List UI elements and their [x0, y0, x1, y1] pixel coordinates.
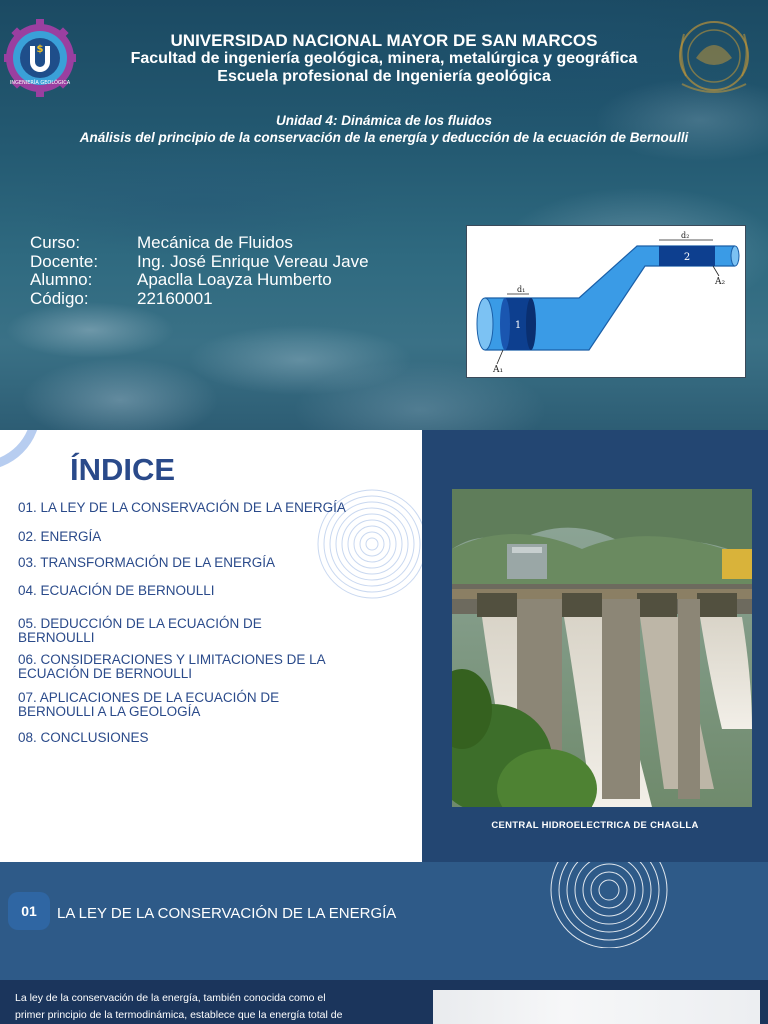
- index-item-04[interactable]: 04. ECUACIÓN DE BERNOULLI: [18, 583, 215, 598]
- course-row: [30, 234, 369, 253]
- bernoulli-pipe-diagram: [466, 225, 746, 378]
- pipe-illustration: [467, 226, 745, 377]
- hydroelectric-photo: [452, 489, 752, 807]
- section-image: [433, 990, 760, 1024]
- index-item-05[interactable]: 05. DEDUCCIÓN DE LA ECUACIÓN DE: [18, 616, 262, 631]
- teacher-label: Docente:: [30, 251, 99, 271]
- logo-caption: INGENIERÍA GEOLÓGICA: [9, 80, 71, 86]
- label-a2: A₂: [715, 277, 726, 287]
- section-body-text: [15, 990, 425, 1024]
- body-line-2: primer principio de la termodinámica, establece que la energía total de: [15, 1009, 343, 1021]
- index-item-06-cont[interactable]: ECUACIÓN DE BERNOULLI: [18, 666, 193, 681]
- code-label: Código:: [30, 288, 89, 308]
- index-item-07[interactable]: 07. APLICACIONES DE LA ECUACIÓN DE: [18, 690, 280, 705]
- body-line-1: La ley de la conservación de la energía, también conocida como el: [15, 992, 326, 1004]
- school-name: Escuela profesional de Ingeniería geológica: [217, 68, 551, 85]
- photo-caption: CENTRAL HIDROELECTRICA DE CHAGLLA: [491, 820, 699, 831]
- section-number-badge: 01: [8, 892, 50, 930]
- university-name: UNIVERSIDAD NACIONAL MAYOR DE SAN MARCOS: [170, 31, 598, 50]
- index-item-08[interactable]: 08. CONCLUSIONES: [18, 730, 149, 745]
- code-row: [30, 290, 369, 309]
- section-01-header: [0, 862, 768, 980]
- index-item-02[interactable]: 02. ENERGÍA: [18, 529, 102, 544]
- university-title: [0, 32, 768, 86]
- index-item-07-cont[interactable]: BERNOULLI A LA GEOLOGÍA: [18, 704, 201, 719]
- faculty-name: Facultad de ingeniería geológica, minera, metalúrgica y geográfica: [130, 50, 638, 67]
- index-item-06[interactable]: 06. CONSIDERACIONES Y LIMITACIONES DE LA: [18, 652, 326, 667]
- student-row: [30, 271, 369, 290]
- label-d1: d₁: [517, 285, 526, 294]
- concentric-circles-icon: [534, 862, 684, 948]
- photo-panel: [422, 430, 768, 862]
- code-value: 22160001: [137, 288, 213, 308]
- index-item-03[interactable]: 03. TRANSFORMACIÓN DE LA ENERGÍA: [18, 555, 276, 570]
- label-d2: d₂: [681, 231, 690, 240]
- section-01-body: [0, 980, 768, 1024]
- index-item-01[interactable]: 01. LA LEY DE LA CONSERVACIÓN DE LA ENERGÍA: [18, 500, 346, 515]
- label-a1: A₁: [493, 365, 504, 375]
- label-section-1: 1: [514, 320, 522, 331]
- teacher-row: [30, 253, 369, 272]
- student-value: Apaclla Loayza Humberto: [137, 270, 332, 289]
- course-info: [30, 234, 369, 308]
- teacher-value: Ing. José Enrique Vereau Jave: [137, 251, 369, 271]
- label-section-2: 2: [683, 252, 691, 263]
- course-label: Curso:: [30, 233, 81, 252]
- unit-subtitle: Análisis del principio de la conservación de la energía y deducción de la ecuación de Bernoulli: [79, 130, 689, 145]
- index-title: ÍNDICE: [70, 452, 176, 487]
- index-panel: [0, 430, 422, 862]
- course-value: Mecánica de Fluidos: [137, 233, 293, 252]
- decorative-arc-icon: [0, 430, 60, 500]
- section-title: LA LEY DE LA CONSERVACIÓN DE LA ENERGÍA: [57, 905, 397, 922]
- dam-illustration: [452, 489, 752, 807]
- unit-title: Unidad 4: Dinámica de los fluidos: [275, 113, 493, 128]
- svg-text:$: $: [36, 44, 44, 55]
- cover-header: [0, 0, 768, 430]
- index-item-05-cont[interactable]: BERNOULLI: [18, 630, 95, 645]
- unit-heading: [0, 112, 768, 146]
- student-label: Alumno:: [30, 270, 93, 289]
